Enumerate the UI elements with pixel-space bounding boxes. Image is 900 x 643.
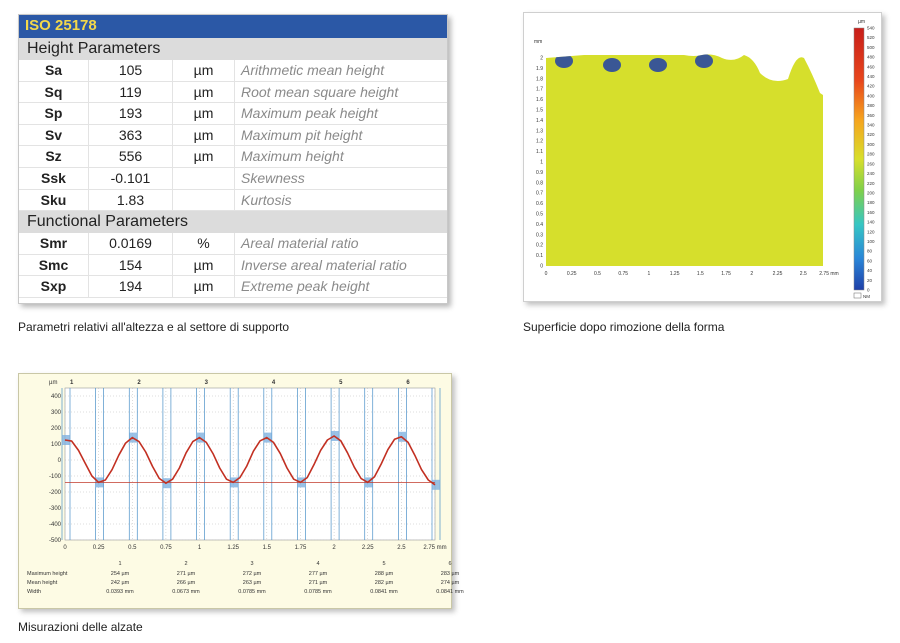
- scale-tick: 260: [867, 161, 875, 167]
- surface-x-tick: 1.25: [669, 271, 680, 277]
- surface-x-tick: 0.5: [593, 271, 601, 277]
- parameter-unit: %: [173, 233, 235, 254]
- scale-tick: 420: [867, 83, 875, 89]
- parameter-description: Inverse areal material ratio: [241, 256, 407, 273]
- parameter-unit: µm: [173, 255, 235, 276]
- iso-25178-table: [18, 14, 448, 304]
- parameter-unit: µm: [173, 60, 235, 81]
- table-row-label: Mean height: [27, 580, 58, 586]
- parameter-value: 556: [89, 146, 173, 167]
- y-tick-label: 0: [57, 458, 61, 464]
- y-axis-unit: µm: [49, 380, 58, 386]
- scale-unit: µm: [858, 19, 866, 25]
- x-tick-label: 0.5: [128, 545, 137, 551]
- profile-chart-svg: [19, 374, 464, 610]
- scale-tick: 280: [867, 151, 875, 157]
- x-tick-label: 2.75 mm: [423, 545, 447, 551]
- table-cell: 272 µm: [242, 571, 262, 577]
- table-cell: 242 µm: [110, 580, 130, 586]
- x-tick-label: 0: [63, 545, 67, 551]
- height-parameter-row: [19, 168, 447, 190]
- surface-y-tick: 0.1: [536, 253, 543, 260]
- plot-area: [65, 388, 435, 540]
- surface-y-tick: 0.2: [536, 242, 543, 249]
- parameter-symbol: Sku: [19, 190, 89, 211]
- scale-tick: 20: [867, 277, 873, 283]
- parameter-symbol: Sq: [19, 82, 89, 103]
- parameter-value: 119: [89, 82, 173, 103]
- surface-y-tick: 1.9: [536, 65, 543, 72]
- scale-tick: 480: [867, 54, 875, 60]
- surface-caption: Superficie dopo rimozione della forma: [523, 320, 725, 334]
- surface-pit: [649, 58, 667, 72]
- parameter-unit: µm: [173, 276, 235, 297]
- parameter-unit: µm: [173, 82, 235, 103]
- table-col-header: 6: [448, 561, 452, 567]
- parameter-unit: [173, 190, 235, 211]
- surface-pit: [695, 54, 713, 68]
- parameter-unit: [173, 168, 235, 189]
- surface-x-tick: 2.75 mm: [819, 271, 839, 277]
- table-cell: 0.0785 mm: [304, 589, 332, 595]
- table-col-header: 5: [382, 561, 386, 567]
- parameter-symbol: Sxp: [19, 276, 89, 297]
- height-parameter-row: [19, 82, 447, 104]
- top-marker: 2: [137, 380, 141, 386]
- parameter-description: Areal material ratio: [241, 235, 359, 252]
- surface-y-tick: 1.2: [536, 138, 543, 145]
- y-tick-label: -500: [48, 538, 61, 544]
- x-tick-label: 2.5: [397, 545, 406, 551]
- table-cell: 0.0785 mm: [238, 589, 266, 595]
- parameter-description: Root mean square height: [241, 83, 399, 100]
- parameter-description: Extreme peak height: [241, 278, 370, 295]
- surface-y-unit: mm: [534, 39, 543, 45]
- table-cell: 263 µm: [242, 580, 262, 586]
- x-tick-label: 2.25: [361, 545, 374, 551]
- top-marker: 5: [339, 380, 343, 386]
- scale-footer: NM: [863, 294, 870, 299]
- height-parameters-rows: [19, 60, 447, 211]
- surface-y-tick: 2: [540, 55, 543, 62]
- table-cell: 0.0841 mm: [436, 589, 464, 595]
- scale-tick: 60: [867, 258, 873, 264]
- surface-y-tick: 0: [540, 263, 543, 270]
- table-col-header: 3: [250, 561, 254, 567]
- parameter-symbol: Ssk: [19, 168, 89, 189]
- scale-tick: 300: [867, 141, 875, 147]
- x-tick-label: 0.25: [92, 545, 105, 551]
- y-tick-label: -100: [48, 474, 61, 480]
- parameter-description: Maximum pit height: [241, 126, 363, 143]
- y-tick-label: 300: [50, 410, 61, 416]
- scale-tick: 200: [867, 190, 875, 196]
- surface-y-tick: 0.4: [536, 221, 543, 228]
- scale-tick: 380: [867, 103, 875, 109]
- table-cell: 274 µm: [440, 580, 460, 586]
- surface-y-tick: 1.1: [536, 149, 543, 156]
- parameter-symbol: Sz: [19, 146, 89, 167]
- table-cell: 271 µm: [308, 580, 328, 586]
- surface-x-tick: 1.75: [721, 271, 731, 277]
- surface-y-tick: 1.4: [536, 117, 543, 124]
- height-parameter-row: [19, 125, 447, 147]
- surface-y-tick: 0.6: [536, 201, 543, 208]
- parameter-unit: µm: [173, 103, 235, 124]
- surface-x-tick: 1: [647, 271, 651, 277]
- functional-parameters-rows: [19, 233, 447, 298]
- surface-y-tick: 0.3: [536, 232, 543, 239]
- parameter-value: 105: [89, 60, 173, 81]
- parameter-value: 0.0169: [89, 233, 173, 254]
- parameter-description: Maximum peak height: [241, 105, 378, 122]
- surface-x-tick: 2: [750, 271, 754, 277]
- surface-x-tick: 2.25: [772, 271, 783, 277]
- scale-tick: 340: [867, 122, 875, 128]
- surface-y-tick: 1.3: [536, 128, 543, 135]
- functional-parameter-row: [19, 233, 447, 255]
- scale-tick: 0: [867, 287, 870, 293]
- scale-tick: 220: [867, 180, 875, 186]
- scale-tick: 460: [867, 64, 875, 70]
- scale-tick: 240: [867, 171, 875, 177]
- parameter-unit: µm: [173, 146, 235, 167]
- scale-tick: 140: [867, 219, 875, 225]
- surface-x-tick: 0.75: [618, 271, 629, 277]
- surface-y-tick: 1.5: [536, 107, 543, 114]
- table-cell: 0.0673 mm: [172, 589, 200, 595]
- surface-pit: [555, 54, 573, 68]
- scale-tick: 320: [867, 132, 875, 138]
- surface-x-tick: 2.5: [799, 271, 807, 277]
- scale-tick: 520: [867, 35, 875, 41]
- scale-tick: 180: [867, 200, 875, 206]
- parameter-description: Maximum height: [241, 148, 344, 165]
- surface-y-tick: 0.5: [536, 211, 543, 218]
- y-tick-label: -200: [48, 490, 61, 496]
- parameter-symbol: Sp: [19, 103, 89, 124]
- table-cell: 282 µm: [374, 580, 394, 586]
- height-parameter-row: [19, 60, 447, 82]
- profile-chart: [18, 373, 464, 609]
- parameter-symbol: Sv: [19, 125, 89, 146]
- y-tick-label: -400: [48, 522, 61, 528]
- scale-tick: 500: [867, 44, 875, 50]
- parameter-value: 154: [89, 255, 173, 276]
- x-tick-label: 1.25: [227, 545, 240, 551]
- height-parameter-row: [19, 146, 447, 168]
- surface-stripes: [540, 53, 823, 266]
- parameter-value: 1.83: [89, 190, 173, 211]
- parameter-description: Skewness: [241, 169, 305, 186]
- height-parameter-row: [19, 190, 447, 212]
- x-tick-label: 1.5: [262, 545, 271, 551]
- table-cell: 283 µm: [440, 571, 460, 577]
- surface-y-tick: 1.7: [536, 86, 543, 93]
- surface-y-tick: 1: [540, 159, 543, 166]
- table-col-header: 2: [184, 561, 188, 567]
- scale-tick: 80: [867, 248, 873, 254]
- surface-y-tick: 1.6: [536, 97, 543, 104]
- surface-x-tick: 0: [544, 271, 548, 277]
- parameter-value: 194: [89, 276, 173, 297]
- top-marker: 3: [204, 380, 208, 386]
- parameter-symbol: Smc: [19, 255, 89, 276]
- scale-tick: 360: [867, 112, 875, 118]
- surface-map-svg: [524, 13, 883, 303]
- functional-parameters-header: Functional Parameters: [19, 211, 447, 233]
- x-tick-label: 1.75: [294, 545, 307, 551]
- table-title: ISO 25178: [19, 15, 447, 38]
- table-cell: 254 µm: [110, 571, 130, 577]
- parameter-symbol: Sa: [19, 60, 89, 81]
- table-col-header: 1: [118, 561, 122, 567]
- y-tick-label: 100: [50, 442, 61, 448]
- scale-tick: 160: [867, 209, 875, 215]
- x-tick-label: 2: [332, 545, 336, 551]
- parameter-description: Arithmetic mean height: [241, 62, 385, 78]
- surface-map: [523, 12, 882, 302]
- table-cell: 271 µm: [176, 571, 196, 577]
- parameter-value: 193: [89, 103, 173, 124]
- y-tick-label: 400: [50, 394, 61, 400]
- surface-y-tick: 0.7: [536, 190, 543, 197]
- surface-x-tick: 1.5: [696, 271, 704, 277]
- color-scale-bar: [854, 28, 864, 290]
- scale-tick: 120: [867, 229, 875, 235]
- functional-parameter-row: [19, 276, 447, 298]
- top-marker: 6: [406, 380, 410, 386]
- surface-pit: [603, 58, 621, 72]
- scale-tick: 40: [867, 268, 873, 274]
- nm-swatch: [854, 293, 861, 298]
- table-cell: 277 µm: [308, 571, 328, 577]
- scale-tick: 540: [867, 25, 875, 31]
- surface-y-tick: 0.9: [536, 169, 543, 176]
- table-cell: 266 µm: [176, 580, 196, 586]
- top-marker: 4: [271, 380, 276, 386]
- scale-tick: 100: [867, 238, 875, 244]
- functional-parameter-row: [19, 255, 447, 277]
- scale-tick: 440: [867, 74, 875, 80]
- table-col-header: 4: [316, 561, 320, 567]
- height-parameter-row: [19, 103, 447, 125]
- table-row-label: Width: [27, 589, 42, 595]
- surface-x-tick: 0.25: [566, 271, 577, 277]
- parameter-description: Kurtosis: [241, 191, 292, 208]
- table-cell: 0.0393 mm: [106, 589, 134, 595]
- height-parameters-header: Height Parameters: [19, 38, 447, 60]
- y-tick-label: 200: [50, 426, 61, 432]
- trough-box: [432, 480, 440, 490]
- top-marker: 1: [70, 380, 74, 386]
- table-cell: 0.0841 mm: [370, 589, 398, 595]
- x-tick-label: 1: [197, 545, 202, 551]
- surface-image: [540, 53, 823, 266]
- table-caption: Parametri relativi all'altezza e al settore di supporto: [18, 320, 290, 334]
- scale-tick: 400: [867, 93, 875, 99]
- surface-y-tick: 1.8: [536, 76, 543, 83]
- table-cell: 288 µm: [374, 571, 394, 577]
- x-tick-label: 0.75: [160, 545, 172, 551]
- parameter-value: 363: [89, 125, 173, 146]
- y-tick-label: -300: [48, 506, 61, 512]
- parameter-value: -0.101: [89, 168, 173, 189]
- surface-y-tick: 0.8: [536, 180, 543, 187]
- profile-caption: Misurazioni delle alzate: [18, 620, 143, 634]
- parameter-symbol: Smr: [19, 233, 89, 254]
- parameter-unit: µm: [173, 125, 235, 146]
- table-row-label: Maximum height: [27, 571, 68, 577]
